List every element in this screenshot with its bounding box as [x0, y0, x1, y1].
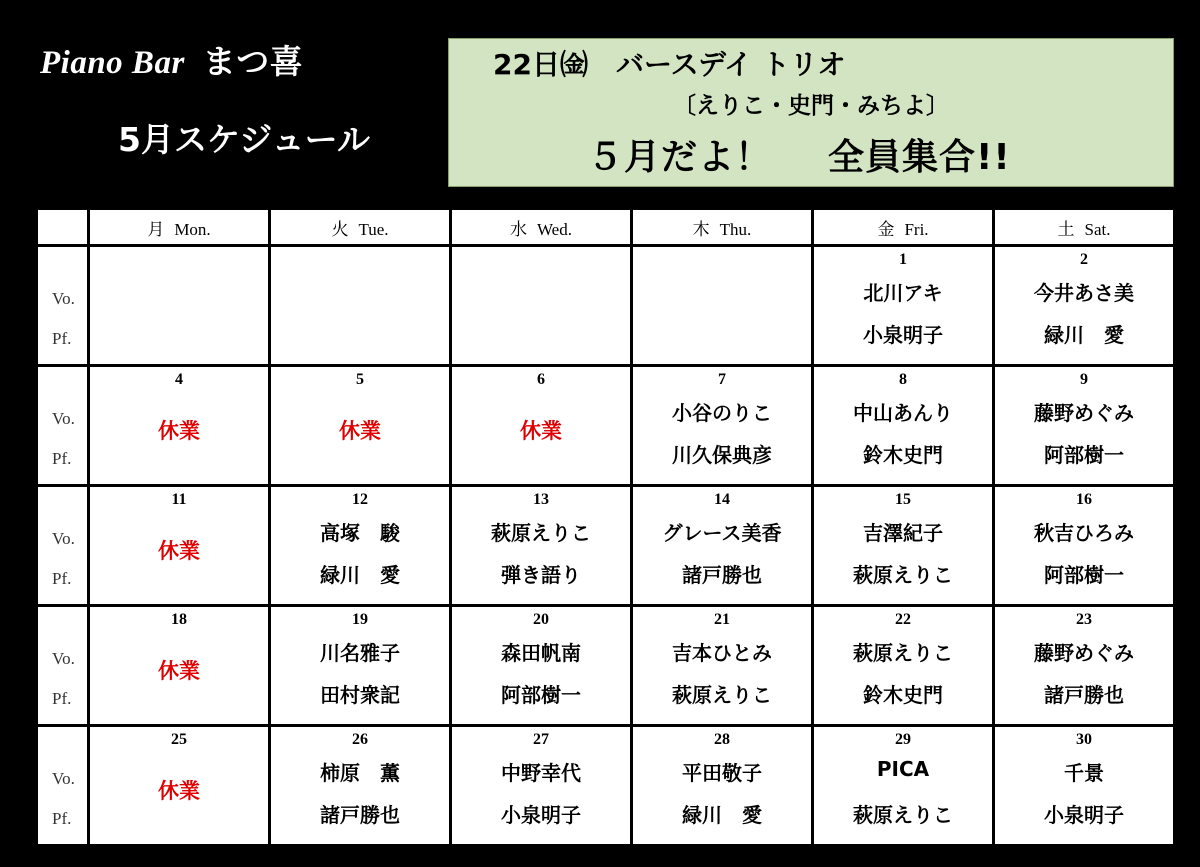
vocalist-name: 小谷のりこ: [672, 401, 772, 425]
header-corner-cell: [37, 209, 89, 246]
weekday-jp: 月: [147, 219, 165, 240]
day-cell-content: [814, 487, 992, 601]
vocalist-name: 吉澤紀子: [863, 521, 943, 545]
pianist-name: 川久保典彦: [672, 443, 772, 467]
day-cell-content: [90, 367, 268, 481]
role-label-cell: [37, 486, 89, 606]
day-number: 5: [356, 371, 364, 388]
day-cell: [994, 486, 1175, 606]
vocalist-name: 千景: [1064, 761, 1104, 785]
vocal-label: Vo.: [52, 289, 75, 308]
vocalist-name: 萩原えりこ: [491, 521, 591, 545]
day-cell: [813, 486, 994, 606]
vocalist-name: 秋吉ひろみ: [1034, 521, 1134, 545]
vocalist-name: 中山あんり: [853, 401, 953, 425]
day-cell: [270, 606, 451, 726]
day-number: 23: [1076, 611, 1092, 628]
day-cell: [451, 366, 632, 486]
day-number: 6: [537, 371, 545, 388]
pianist-name: 諸戸勝也: [1044, 683, 1124, 707]
day-cell: [89, 606, 270, 726]
vocalist-name: 藤野めぐみ: [1034, 401, 1134, 425]
weekday-header-tue: [270, 209, 451, 246]
day-number: 4: [175, 371, 183, 388]
vocalist-name: 平田敬子: [682, 761, 762, 785]
day-number: 18: [171, 611, 187, 628]
day-cell: [270, 726, 451, 846]
day-number: 1: [899, 251, 907, 268]
day-cell: [994, 726, 1175, 846]
pianist-name: 諸戸勝也: [320, 803, 400, 827]
empty-day-cell: [451, 246, 632, 366]
day-cell-content: [995, 487, 1173, 601]
day-number: 20: [533, 611, 549, 628]
day-number: 28: [714, 731, 730, 748]
day-cell: [270, 486, 451, 606]
vocalist-name: 北川アキ: [863, 281, 943, 305]
day-cell-content: [995, 607, 1173, 721]
day-number: 12: [352, 491, 368, 508]
day-cell: [813, 606, 994, 726]
day-number: 29: [895, 731, 911, 748]
weekday-en: Fri.: [904, 219, 929, 239]
day-cell-content: [995, 727, 1173, 841]
weekday-jp: 金: [877, 219, 895, 240]
day-number: 14: [714, 491, 730, 508]
day-cell-content: [452, 607, 630, 721]
role-label-cell: [37, 366, 89, 486]
pianist-name: 弾き語り: [501, 563, 581, 587]
event-headline: [493, 43, 846, 83]
vocalist-name: 森田帆南: [501, 641, 581, 665]
closed-label: 休業: [158, 659, 200, 683]
pianist-name: 阿部樹一: [501, 683, 581, 707]
day-cell-content: [995, 247, 1173, 361]
day-cell: [89, 726, 270, 846]
vocal-label: Vo.: [52, 409, 75, 428]
day-cell-content: [452, 487, 630, 601]
day-cell-content: [452, 727, 630, 841]
event-slogan: ５月だよ！: [587, 137, 773, 178]
pianist-name: 小泉明子: [1044, 803, 1124, 827]
role-label-cell: [37, 606, 89, 726]
schedule-calendar: [35, 207, 1176, 847]
pianist-name: 萩原えりこ: [853, 803, 953, 827]
vocal-label: Vo.: [52, 529, 75, 548]
day-cell-content: [995, 367, 1173, 481]
weekday-jp: 木: [692, 219, 710, 240]
day-cell-content: [814, 247, 992, 361]
weekday-header-mon: [89, 209, 270, 246]
day-number: 26: [352, 731, 368, 748]
day-cell-content: [452, 247, 630, 361]
weekday-en: Wed.: [537, 219, 572, 239]
pianist-name: 緑川 愛: [1044, 323, 1124, 347]
day-number: 11: [171, 491, 187, 508]
day-cell: [451, 606, 632, 726]
day-cell-content: [633, 727, 811, 841]
weekday-jp: 水: [510, 219, 527, 240]
day-cell: [270, 366, 451, 486]
vocalist-name: 高塚 駿: [320, 521, 400, 545]
day-cell: [813, 366, 994, 486]
weekday-header-row: [37, 209, 1175, 246]
day-number: 30: [1076, 731, 1092, 748]
role-label-cell: [37, 246, 89, 366]
day-cell-content: [814, 727, 992, 841]
pianist-name: 小泉明子: [501, 803, 581, 827]
weekday-header-thu: [632, 209, 813, 246]
empty-day-cell: [270, 246, 451, 366]
day-cell-content: [271, 247, 449, 361]
day-cell-content: [633, 607, 811, 721]
day-cell: [89, 366, 270, 486]
day-cell-content: [633, 367, 811, 481]
pianist-name: 阿部樹一: [1044, 563, 1124, 587]
day-cell: [632, 606, 813, 726]
weekday-jp: 火: [331, 219, 349, 240]
vocalist-name: 今井あさ美: [1034, 281, 1134, 305]
pianist-name: 緑川 愛: [320, 563, 400, 587]
day-number: 9: [1080, 371, 1088, 388]
day-number: 8: [899, 371, 907, 388]
week-row: [37, 246, 1175, 366]
day-number: 25: [171, 731, 187, 748]
day-cell-content: [90, 727, 268, 841]
weekday-jp: 土: [1057, 219, 1075, 240]
pianist-name: 萩原えりこ: [672, 683, 772, 707]
event-members: 〔えりこ・史門・みちよ〕: [673, 93, 949, 119]
pianist-name: 諸戸勝也: [682, 563, 762, 587]
day-number: 15: [895, 491, 911, 508]
brand-title: [40, 36, 303, 83]
day-cell: [451, 726, 632, 846]
day-cell-content: [452, 367, 630, 481]
closed-label: 休業: [158, 419, 200, 443]
piano-label: Pf.: [52, 329, 72, 348]
weekday-en: Tue.: [358, 219, 389, 239]
week-row: [37, 726, 1175, 846]
vocalist-name: 川名雅子: [320, 641, 400, 665]
weekday-header-sat: [994, 209, 1175, 246]
brand-name: Piano Bar: [40, 45, 185, 81]
day-cell-content: [271, 487, 449, 601]
piano-label: Pf.: [52, 569, 72, 588]
closed-label: 休業: [158, 539, 200, 563]
closed-label: 休業: [520, 419, 562, 443]
vocalist-name: 藤野めぐみ: [1034, 641, 1134, 665]
day-number: 27: [533, 731, 549, 748]
day-cell-content: [814, 367, 992, 481]
vocal-label: Vo.: [52, 769, 75, 788]
event-banner: [448, 38, 1174, 187]
day-number: 19: [352, 611, 368, 628]
weekday-header-wed: [451, 209, 632, 246]
weekday-en: Sat.: [1084, 219, 1111, 239]
vocalist-name: 柿原 薫: [320, 761, 400, 785]
empty-day-cell: [89, 246, 270, 366]
day-number: 7: [718, 371, 726, 388]
day-number: 22: [895, 611, 911, 628]
day-cell-content: [90, 247, 268, 361]
day-cell: [632, 486, 813, 606]
week-row: [37, 366, 1175, 486]
brand-name-jp: まつ喜: [202, 42, 304, 81]
day-number: 13: [533, 491, 549, 508]
vocalist-name: 吉本ひとみ: [672, 641, 772, 665]
role-label-cell: [37, 726, 89, 846]
pianist-name: 田村衆記: [320, 683, 400, 707]
vocalist-name: 萩原えりこ: [853, 641, 953, 665]
day-cell-content: [814, 607, 992, 721]
pianist-name: 緑川 愛: [682, 803, 762, 827]
day-cell: [632, 366, 813, 486]
vocal-label: Vo.: [52, 649, 75, 668]
pianist-name: 鈴木史門: [863, 683, 943, 707]
day-cell: [994, 606, 1175, 726]
day-cell-content: [271, 367, 449, 481]
day-cell: [813, 246, 994, 366]
day-cell: [813, 726, 994, 846]
vocalist-name: グレース美香: [662, 521, 782, 545]
pianist-name: 阿部樹一: [1044, 443, 1124, 467]
day-cell-content: [271, 727, 449, 841]
day-number: 2: [1080, 251, 1088, 268]
day-number: 21: [714, 611, 730, 628]
day-cell-content: [90, 487, 268, 601]
day-cell-content: [633, 487, 811, 601]
pianist-name: 小泉明子: [863, 323, 943, 347]
day-cell: [89, 486, 270, 606]
event-slogan-2: 全員集合!!: [828, 137, 1011, 178]
pianist-name: 萩原えりこ: [853, 563, 953, 587]
event-name: バースデイ トリオ: [615, 48, 846, 81]
day-cell: [451, 486, 632, 606]
day-cell: [632, 726, 813, 846]
day-cell: [994, 246, 1175, 366]
piano-label: Pf.: [52, 449, 72, 468]
vocalist-name: PICA: [876, 757, 930, 781]
pianist-name: 鈴木史門: [863, 443, 943, 467]
day-cell: [994, 366, 1175, 486]
event-date: 22日㈮: [493, 48, 588, 81]
day-cell-content: [90, 607, 268, 721]
weekday-en: Mon.: [174, 219, 211, 239]
day-cell-content: [633, 247, 811, 361]
schedule-title: 5月スケジュール: [118, 120, 370, 159]
event-slogan-line: [587, 129, 1011, 180]
closed-label: 休業: [339, 419, 381, 443]
day-cell-content: [271, 607, 449, 721]
piano-label: Pf.: [52, 809, 72, 828]
weekday-en: Thu.: [719, 219, 752, 239]
weekday-header-fri: [813, 209, 994, 246]
week-row: [37, 486, 1175, 606]
day-number: 16: [1076, 491, 1092, 508]
week-row: [37, 606, 1175, 726]
piano-label: Pf.: [52, 689, 72, 708]
empty-day-cell: [632, 246, 813, 366]
vocalist-name: 中野幸代: [501, 761, 581, 785]
closed-label: 休業: [158, 779, 200, 803]
